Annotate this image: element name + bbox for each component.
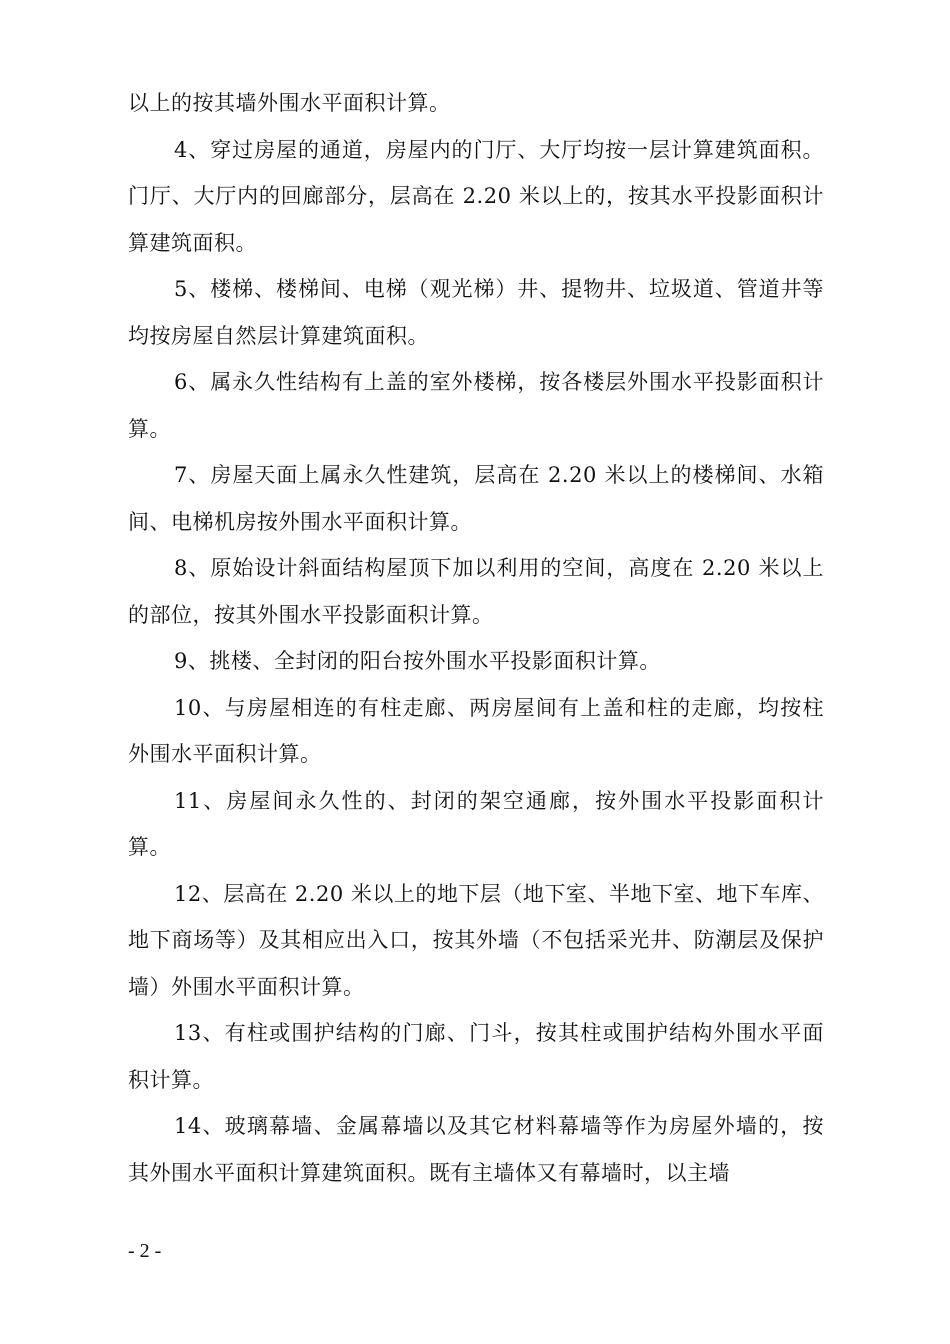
paragraph-item-5: 5、楼梯、楼梯间、电梯（观光梯）井、提物井、垃圾道、管道井等均按房屋自然层计算建筑面积。 — [128, 277, 824, 348]
paragraph-item-10: 10、与房屋相连的有柱走廊、两房屋间有上盖和柱的走廊，均按柱外围水平面积计算。 — [128, 695, 824, 766]
paragraph-item-7: 7、房屋天面上属永久性建筑，层高在 2.20 米以上的楼梯间、水箱间、电梯机房按外围水平面积计算。 — [128, 463, 824, 534]
paragraph-item-4: 4、穿过房屋的通道，房屋内的门厅、大厅均按一层计算建筑面积。门厅、大厅内的回廊部分，层高在 2.20 米以上的，按其水平投影面积计算建筑面积。 — [128, 137, 824, 255]
page-number: - 2 - — [128, 1240, 162, 1262]
paragraph-item-14: 14、玻璃幕墙、金属幕墙以及其它材料幕墙等作为房屋外墙的，按其外围水平面积计算建筑面积。既有主墙体又有幕墙时，以主墙 — [128, 1114, 824, 1185]
paragraph-item-6: 6、属永久性结构有上盖的室外楼梯，按各楼层外围水平投影面积计算。 — [128, 370, 824, 441]
paragraph-item-13: 13、有柱或围护结构的门廊、门斗，按其柱或围护结构外围水平面积计算。 — [128, 1021, 824, 1092]
paragraph-item-9: 9、挑楼、全封闭的阳台按外围水平投影面积计算。 — [174, 649, 661, 673]
paragraph-item-11: 11、房屋间永久性的、封闭的架空通廊，按外围水平投影面积计算。 — [128, 788, 824, 859]
paragraph-item-8: 8、原始设计斜面结构屋顶下加以利用的空间，高度在 2.20 米以上的部位，按其外围水平投影面积计算。 — [128, 556, 824, 627]
document-body — [128, 80, 824, 1196]
paragraph-item-12: 12、层高在 2.20 米以上的地下层（地下室、半地下室、地下车库、地下商场等）及其相应出入口，按其外墙（不包括采光井、防潮层及保护墙）外围水平面积计算。 — [128, 881, 824, 999]
paragraph-continuation: 以上的按其墙外围水平面积计算。 — [128, 91, 451, 115]
